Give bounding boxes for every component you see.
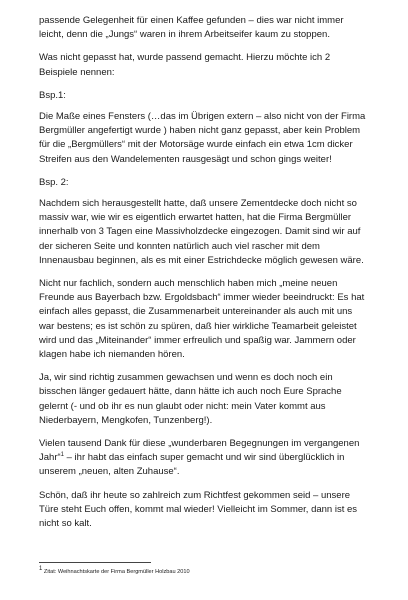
footnote-number: 1 (39, 566, 43, 573)
example-2-heading: Bsp. 2: (39, 176, 69, 188)
thanks-text-end: – ihr habt das einfach super gemacht und wir sind überglücklich in unserem „neuen, alten Zuhause“. (39, 452, 345, 478)
paragraph-closing: Schön, daß ihr heute so zahlreich zum Richtfest gekommen seid – unsere Türe steht Euch offen, kommt mal wieder! Vielleicht im Sommer, dann ist es nicht so kalt. (39, 489, 358, 530)
paragraph-friends: Nicht nur fachlich, sondern auch menschlich haben mich „meine neuen Freunde aus Bayerbach bzw. Ergoldsbach“ immer wieder beeindruckt: Es hat einfach alles gepasst, die Zusammenarbeit untereinander als auch mit uns war bestens; es ist schön zu spüren, daß hier wirkliche Teamarbeit geleistet wird und das „Miteinander“ immer erfreulich und spaßig war. Jammern oder klagen habe ich niemanden hören. (39, 278, 365, 361)
paragraph-grown-together: Ja, wir sind richtig zusammen gewachsen und wenn es doch noch ein bisschen länger gedauert hätte, dann hätte ich auch noch Eure Sprache gelernt (- und ob ihr es nun glaubt oder nicht: mein Vater kommt aus Niederbayern, Mengkofen, Tunzenberg!). (39, 372, 342, 426)
paragraph-coffee: passende Gelegenheit für einen Kaffee gefunden – dies war nicht immer leicht, denn die „Jungs“ waren in ihrem Arbeitseifer kaum zu stoppen. (39, 15, 344, 41)
footnote-reference: 1 (60, 452, 64, 459)
paragraph-thanks (39, 437, 368, 480)
footnote (39, 568, 368, 576)
footnote-text: Zitat: Weihnachtskarte der Firma Bergmüller Holzbau 2010 (42, 569, 190, 575)
footnote-area (39, 562, 368, 576)
footnote-separator (39, 562, 151, 563)
paragraph-ceiling: Nachdem sich herausgestellt hatte, daß unsere Zementdecke doch nicht so massiv war, wie wir es eigentlich erwartet hatten, hat die Firma Bergmüller innerhalb von 3 Tagen eine Massivholzdecke eingezogen. Damit sind wir auf der sicheren Seite und konnten natürlich auch viel rascher mit dem Innenausbau beginnen, als es mit einer Estrichdecke möglich gewesen wäre. (39, 198, 364, 266)
paragraph-examples-intro: Was nicht gepasst hat, wurde passend gemacht. Hierzu möchte ich 2 Beispiele nennen: (39, 52, 331, 78)
thanks-text-start: Vielen tausend Dank für diese „wunderbaren Begegnungen im vergangenen Jahr“ (39, 438, 360, 464)
example-1-heading: Bsp.1: (39, 89, 66, 101)
paragraph-window: Die Maße eines Fensters (…das im Übrigen extern – also nicht von der Firma Bergmüller angefertigt wurde ) haben nicht ganz gepasst, aber kein Problem für die „Bergmüllers“ mit der Motorsäge wurde einfach ein etwa 1cm dicker Streifen aus den Wandelementen rausgesägt und schon gings weiter! (39, 111, 366, 165)
